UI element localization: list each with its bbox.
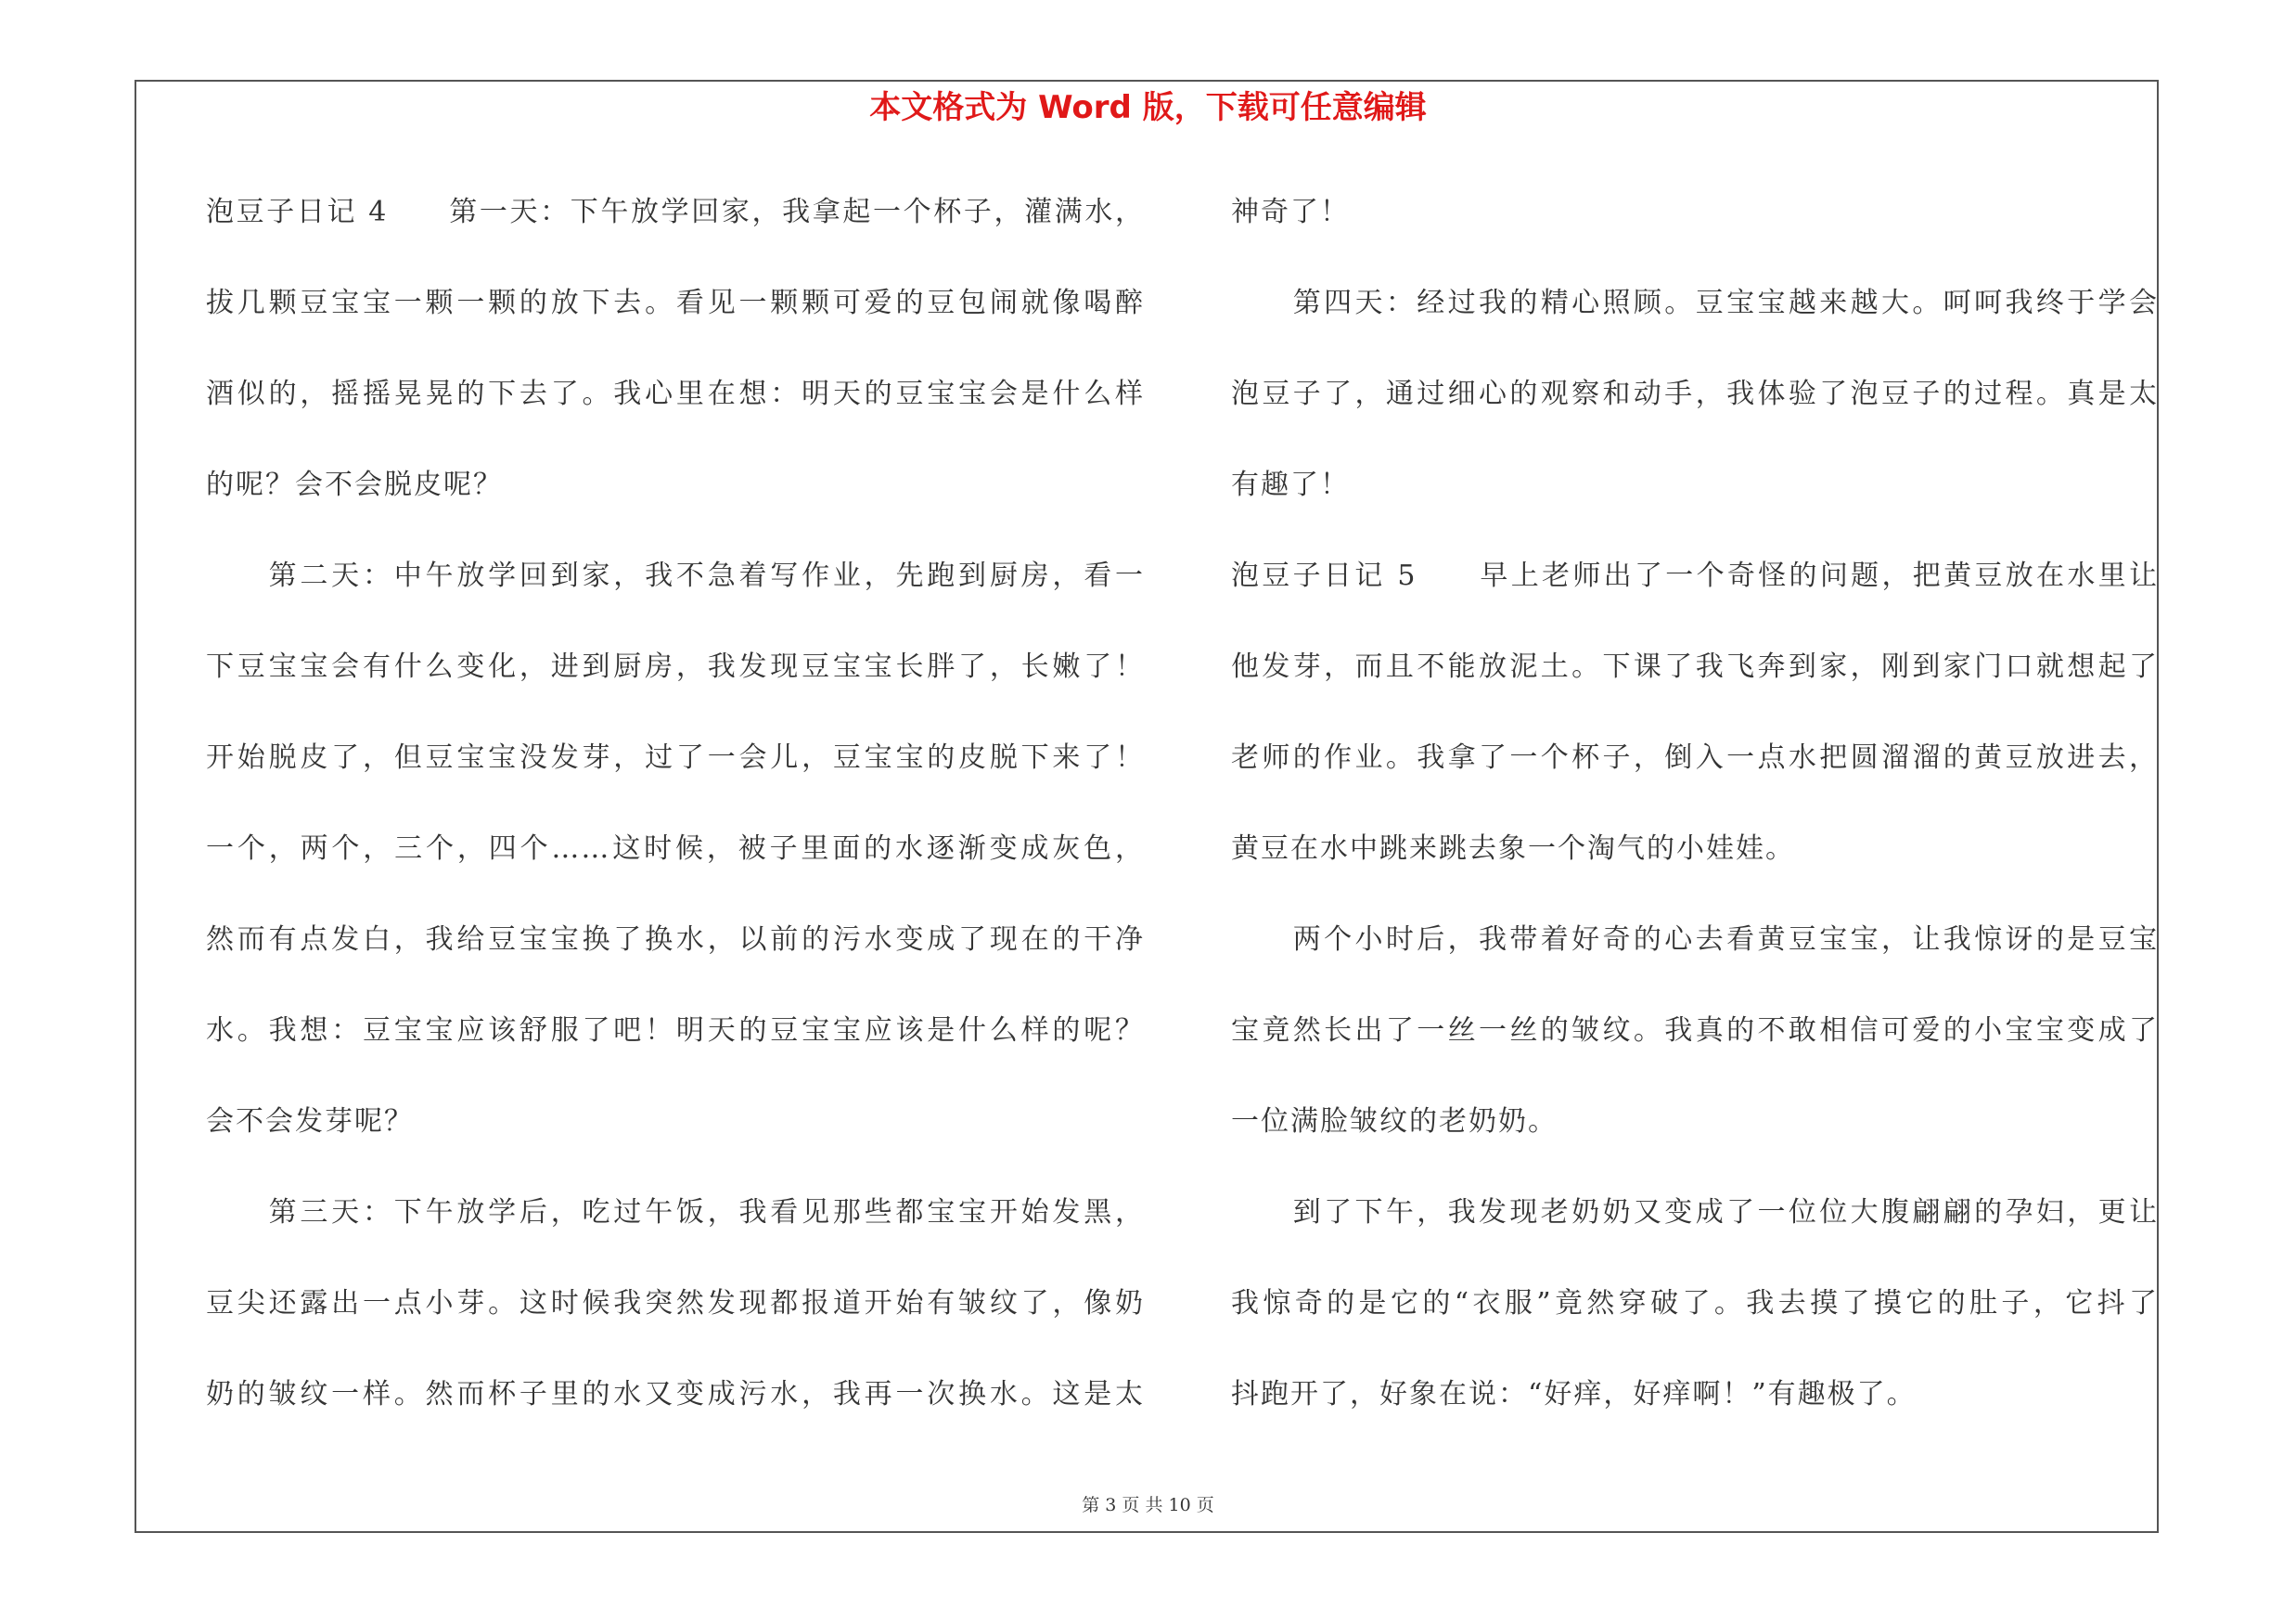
text-line: 黄豆在水中跳来跳去象一个淘气的小娃娃。 [1231, 832, 1795, 865]
text-line: 酒似的，摇摇晃晃的下去了。我心里在想：明天的豆宝宝会是什么样 [206, 378, 1145, 410]
text-line: 第三天：下午放学后，吃过午饭，我看见那些都宝宝开始发黑， [206, 1196, 1145, 1229]
text-line: 下豆宝宝会有什么变化，进到厨房，我发现豆宝宝长胖了，长嫩了！ [206, 650, 1145, 683]
text-line: 水。我想：豆宝宝应该舒服了吧！明天的豆宝宝应该是什么样的呢？ [206, 1014, 1145, 1047]
text-line: 会不会发芽呢？ [206, 1105, 414, 1138]
text-line: 一位满脸皱纹的老奶奶。 [1231, 1105, 1558, 1138]
text-line: 一个，两个，三个，四个……这时候，被子里面的水逐渐变成灰色， [206, 832, 1145, 865]
page-footer: 第 3 页 共 10 页 [1082, 1495, 1214, 1515]
text-line: 神奇了！ [1231, 196, 1350, 228]
format-banner: 本文格式为 Word 版，下载可任意编辑 [869, 89, 1427, 126]
left-column [206, 182, 1145, 1455]
right-column [1231, 182, 2159, 1455]
text-line: 豆尖还露出一点小芽。这时候我突然发现都报道开始有皱纹了，像奶 [206, 1287, 1145, 1320]
text-line: 拔几颗豆宝宝一颗一颗的放下去。看见一颗颗可爱的豆包闹就像喝醉 [206, 287, 1145, 319]
text-line: 两个小时后，我带着好奇的心去看黄豆宝宝，让我惊讶的是豆宝 [1231, 923, 2159, 956]
text-line: 然而有点发白，我给豆宝宝换了换水，以前的污水变成了现在的干净 [206, 923, 1145, 956]
text-line: 有趣了！ [1231, 469, 1350, 501]
text-line: 到了下午，我发现老奶奶又变成了一位位大腹翩翩的孕妇，更让 [1231, 1196, 2159, 1229]
text-line: 泡豆子了，通过细心的观察和动手，我体验了泡豆子的过程。真是太 [1231, 378, 2159, 410]
text-line: 开始脱皮了，但豆宝宝没发芽，过了一会儿，豆宝宝的皮脱下来了！ [206, 741, 1145, 774]
text-line: 的呢？会不会脱皮呢？ [206, 469, 503, 501]
text-line: 泡豆子日记 4 第一天：下午放学回家，我拿起一个杯子，灌满水， [206, 196, 1145, 228]
text-line: 奶的皱纹一样。然而杯子里的水又变成污水，我再一次换水。这是太 [206, 1378, 1145, 1410]
text-line: 他发芽，而且不能放泥土。下课了我飞奔到家，刚到家门口就想起了 [1231, 650, 2159, 683]
text-line: 第四天：经过我的精心照顾。豆宝宝越来越大。呵呵我终于学会 [1231, 287, 2159, 319]
text-line: 泡豆子日记 5 早上老师出了一个奇怪的问题，把黄豆放在水里让 [1231, 560, 2159, 592]
text-line: 宝竟然长出了一丝一丝的皱纹。我真的不敢相信可爱的小宝宝变成了 [1231, 1014, 2159, 1047]
text-line: 我惊奇的是它的“衣服”竟然穿破了。我去摸了摸它的肚子，它抖了 [1231, 1287, 2159, 1320]
text-line: 第二天：中午放学回到家，我不急着写作业，先跑到厨房，看一 [206, 560, 1145, 592]
text-line: 抖跑开了，好象在说：“好痒，好痒啊！”有趣极了。 [1231, 1378, 1917, 1410]
text-line: 老师的作业。我拿了一个杯子，倒入一点水把圆溜溜的黄豆放进去， [1231, 741, 2159, 774]
